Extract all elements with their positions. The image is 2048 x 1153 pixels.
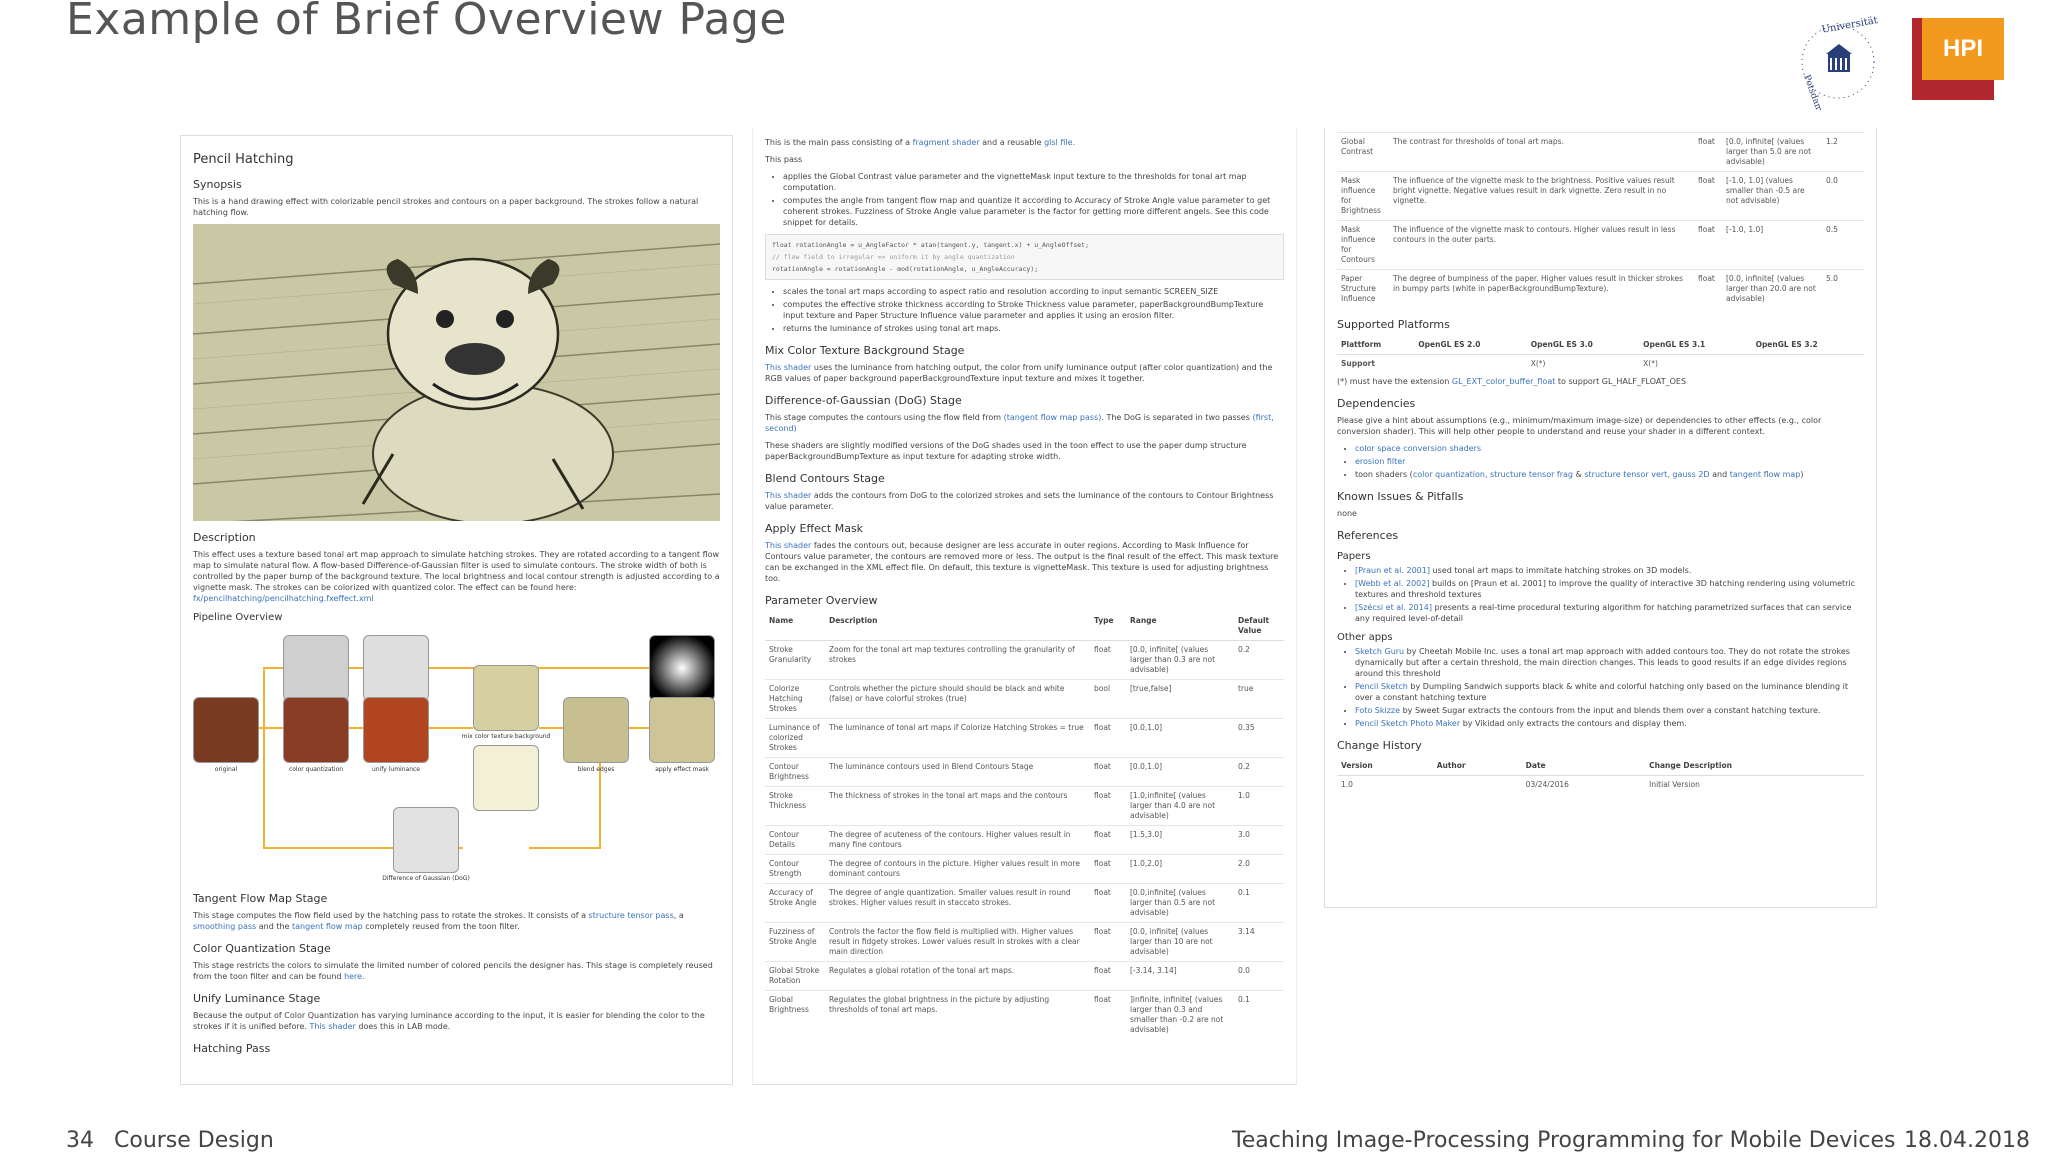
table-cell: float xyxy=(1090,641,1126,680)
list-item xyxy=(1355,443,1864,454)
table-cell: float xyxy=(1090,991,1126,1040)
papers-heading: Papers xyxy=(1337,551,1371,562)
table-cell: float xyxy=(1090,826,1126,855)
platform-note: (*) must have the extension GL_EXT_color_buffer_float to support GL_HALF_FLOAT_OES xyxy=(1337,377,1687,386)
list-item: • computes the angle from tangent flow map and quantize it according to Accuracy of Stroke Angle value parameter to get coherent strokes. Fuzziness of Stroke Angle value parameter is the factor for getting more different angels. See this code snippet for details. xyxy=(783,195,1284,228)
table-cell: X(*) xyxy=(1639,355,1751,374)
pipeline-diagram xyxy=(193,627,720,882)
table-row xyxy=(1337,221,1864,270)
table-cell xyxy=(1752,355,1864,374)
pipeline-label-dog: Difference of Gaussian (DoG) xyxy=(382,875,470,882)
pipeline-connector xyxy=(263,727,283,729)
code-line: // flow field to irregular => uniform it by angle quantization xyxy=(772,253,1015,261)
column-header: OpenGL ES 3.1 xyxy=(1639,336,1751,355)
table-cell: Controls the factor the flow field is multiplied with. Higher values result in fidgety strokes. Lower values result in strokes with a clear main direction xyxy=(825,923,1090,962)
table-row xyxy=(765,787,1284,826)
table-cell: The contrast for thresholds of tonal art maps. xyxy=(1389,133,1694,172)
pipeline-node-flow-map xyxy=(283,635,349,701)
pipeline-label-color-quantization: color quantization xyxy=(288,766,344,773)
pipeline-node-blend-edges xyxy=(563,697,629,763)
structure-tensor-link[interactable]: structure tensor pass xyxy=(588,911,674,920)
gl-extension-link[interactable]: GL_EXT_color_buffer_float xyxy=(1451,377,1556,386)
pipeline-connector xyxy=(263,667,265,847)
dog-flow-link[interactable]: (tangent flow map pass) xyxy=(1003,413,1102,422)
table-cell: Luminance of colorized Strokes xyxy=(765,719,825,758)
table-cell: Stroke Thickness xyxy=(765,787,825,826)
table-cell: Zoom for the tonal art map textures controlling the granularity of strokes xyxy=(825,641,1090,680)
table-cell: 0.0 xyxy=(1234,962,1284,991)
table-cell: 0.1 xyxy=(1234,991,1284,1040)
table-cell: [0.0, infinite[ (values larger than 20.0 are not advisable) xyxy=(1722,270,1822,309)
parameter-overview-heading: Parameter Overview xyxy=(765,594,878,607)
table-cell: float xyxy=(1090,962,1126,991)
table-cell: The thickness of strokes in the tonal art maps and the contours xyxy=(825,787,1090,826)
code-snippet xyxy=(765,234,1284,280)
pipeline-node-color-quantization xyxy=(283,697,349,763)
table-row xyxy=(1337,172,1864,221)
apply-mask-text: This shader fades the contours out, because designer are less accurate in outer regions. According to Mask Influence for Contours value parameter, the contours are removed more or less. The output is the final result of the effect. This mask texture can be exchanged in the XML effect file. On default, this texture is vignetteMask. This texture is used for adjusting brightness too. xyxy=(765,541,1279,583)
table-header-row xyxy=(1337,757,1864,776)
table-cell: float xyxy=(1090,855,1126,884)
table-row xyxy=(765,855,1284,884)
hatching-bullets xyxy=(765,171,1284,228)
table-cell: The influence of the vignette mask to contours. Higher values result in less contours in the outer parts. xyxy=(1389,221,1694,270)
table-cell: 0.1 xyxy=(1234,884,1284,923)
table-cell: Controls whether the picture should should be black and white (false) or have colorful strokes (true) xyxy=(825,680,1090,719)
table-cell: 1.0 xyxy=(1234,787,1284,826)
hpi-logo-text: HPI xyxy=(1922,18,2004,80)
mix-color-heading: Mix Color Texture Background Stage xyxy=(765,344,965,357)
table-header-row xyxy=(1337,336,1864,355)
list-item: • Pencil Sketch by Dumpling Sandwich supports black & white and colorful hatching only based on the luminance blending it over a constant hatching texture xyxy=(1355,681,1864,703)
app-link[interactable]: Pencil Sketch xyxy=(1355,682,1408,691)
list-item: • toon shaders (color quantization, structure tensor frag & structure tensor vert, gauss 2D and tangent flow map) xyxy=(1355,469,1864,480)
table-cell: The degree of angle quantization. Smaller values result in round strokes. Higher values result in staccato strokes. xyxy=(825,884,1090,923)
footer-date: 18.04.2018 xyxy=(1904,1128,2030,1153)
table-cell: Accuracy of Stroke Angle xyxy=(765,884,825,923)
pipeline-connector xyxy=(529,847,599,849)
table-cell: Global Stroke Rotation xyxy=(765,962,825,991)
pipeline-label-apply-effect-mask: apply effect mask xyxy=(655,766,709,773)
other-apps-list xyxy=(1337,646,1864,729)
list-item: • Foto Skizze by Sweet Sugar extracts the contours from the input and blends them over a constant hatching texture. xyxy=(1355,705,1864,716)
column-header: Description xyxy=(825,612,1090,641)
table-cell: Mask influence for Brightness xyxy=(1337,172,1389,221)
table-cell: [1.0,infinite[ (values larger than 4.0 are not advisable) xyxy=(1126,787,1234,826)
pipeline-node-vignette-mask xyxy=(649,635,715,701)
papers-list xyxy=(1337,565,1864,624)
svg-text:Universität: Universität xyxy=(1820,15,1879,36)
mix-shader-link[interactable]: This shader xyxy=(765,363,812,372)
table-cell: X(*) xyxy=(1527,355,1639,374)
pipeline-node-paper-texture xyxy=(473,745,539,811)
unify-luminance-shader-link[interactable]: This shader xyxy=(309,1022,356,1031)
column-header: Date xyxy=(1522,757,1645,776)
dog-text-2: These shaders are slightly modified versions of the DoG shades used in the toon effect to use the paper dump structure paperBackgroundBumpTexture as input texture for adapting stroke width. xyxy=(765,441,1247,461)
footer-course-title: Teaching Image-Processing Programming for Mobile Devices xyxy=(1232,1128,1896,1153)
pipeline-node-mix-color-texture xyxy=(473,665,539,731)
table-cell: Initial Version xyxy=(1645,776,1864,795)
table-cell: 3.0 xyxy=(1234,826,1284,855)
table-row xyxy=(1337,776,1864,795)
parameter-table-continued xyxy=(1337,132,1864,308)
table-cell: float xyxy=(1090,923,1126,962)
dependencies-heading: Dependencies xyxy=(1337,397,1416,410)
table-row xyxy=(765,991,1284,1040)
list-item: • computes the effective stroke thickness according to Stroke Thickness value parameter, paperBackgroundBumpTexture input texture and Paper Structure Influence value parameter and applies it using an erosion filter. xyxy=(783,299,1284,321)
pipeline-connector xyxy=(429,667,659,669)
known-issues-heading: Known Issues & Pitfalls xyxy=(1337,490,1464,503)
table-cell: Colorize Hatching Strokes xyxy=(765,680,825,719)
pipeline-label-blend-edges: blend edges xyxy=(577,766,615,773)
table-cell: ]infinite, infinite[ (values larger than 0.3 and smaller than -0.2 are not advisable) xyxy=(1126,991,1234,1040)
table-cell: 03/24/2016 xyxy=(1522,776,1645,795)
table-cell: [1.0,2.0] xyxy=(1126,855,1234,884)
dog-passes-link[interactable]: (first, second) xyxy=(765,413,1274,433)
list-item: • Sketch Guru by Cheetah Mobile Inc. uses a tonal art map approach with added contours too. They do not rotate the strokes dynamically but after a certain threshold, the main direction changes. This leads to good results if an edge divides regions around this threshold xyxy=(1355,646,1864,679)
table-row xyxy=(765,923,1284,962)
paper-link[interactable]: [Webb et al. 2002] xyxy=(1355,579,1430,588)
pipeline-connector xyxy=(349,727,363,729)
column-header: OpenGL ES 2.0 xyxy=(1414,336,1526,355)
panel-hatching-pass-details xyxy=(752,128,1297,1085)
table-cell: [0.0, infinite[ (values larger than 5.0 are not advisable) xyxy=(1722,133,1822,172)
table-cell: float xyxy=(1694,133,1722,172)
paper-link[interactable]: [Praun et al. 2001] xyxy=(1355,566,1430,575)
list-item xyxy=(1355,456,1864,467)
dependencies-text: Please give a hint about assumptions (e.g., minimum/maximum image-size) or dependencies to other effects (e.g., color conversion shader). This will help other people to understand and reuse your shader in a different context. xyxy=(1337,416,1822,436)
table-cell: Regulates the global brightness in the picture by adjusting thresholds of tonal art maps. xyxy=(825,991,1090,1040)
svg-text:Potsdam: Potsdam xyxy=(1801,73,1824,110)
pipeline-node-unify-luminance xyxy=(363,697,429,763)
table-row xyxy=(765,826,1284,855)
column-header: Author xyxy=(1433,757,1522,776)
column-header: OpenGL ES 3.0 xyxy=(1527,336,1639,355)
synopsis-heading: Synopsis xyxy=(193,178,242,191)
table-cell: 3.14 xyxy=(1234,923,1284,962)
pipeline-node-dog xyxy=(393,807,459,873)
dog-heading: Difference-of-Gaussian (DoG) Stage xyxy=(765,394,962,407)
column-header: OpenGL ES 3.2 xyxy=(1752,336,1864,355)
known-issues-text: none xyxy=(1337,509,1357,518)
code-line: rotationAngle = rotationAngle - mod(rotationAngle, u_AngleAccuracy); xyxy=(772,265,1039,273)
hatching-pass-heading: Hatching Pass xyxy=(193,1042,271,1055)
list-item: • scales the tonal art maps according to aspect ratio and resolution according to input semantic SCREEN_SIZE xyxy=(783,286,1284,297)
pipeline-label-original: original xyxy=(214,766,238,773)
table-cell: 0.35 xyxy=(1234,719,1284,758)
column-header: Version xyxy=(1337,757,1433,776)
effect-title: Pencil Hatching xyxy=(193,152,294,167)
pipeline-node-original xyxy=(193,697,259,763)
table-cell: 0.2 xyxy=(1234,758,1284,787)
change-history-table xyxy=(1337,757,1864,794)
panel-pencil-hatching-overview xyxy=(180,135,733,1085)
table-cell: Regulates a global rotation of the tonal art maps. xyxy=(825,962,1090,991)
table-row xyxy=(1337,355,1864,374)
column-header: Default Value xyxy=(1234,612,1284,641)
mask-shader-link[interactable]: This shader xyxy=(765,541,812,550)
table-row xyxy=(765,719,1284,758)
table-cell: Support xyxy=(1337,355,1414,374)
table-row xyxy=(765,962,1284,991)
table-cell: [-3.14, 3.14] xyxy=(1126,962,1234,991)
table-cell xyxy=(1433,776,1522,795)
other-apps-heading: Other apps xyxy=(1337,632,1393,643)
erosion-filter-link[interactable]: erosion filter xyxy=(1355,457,1406,466)
table-cell: 0.0 xyxy=(1822,172,1864,221)
platforms-table xyxy=(1337,336,1864,373)
slide-title: Example of Brief Overview Page xyxy=(66,0,787,45)
pipeline-connector xyxy=(263,667,283,669)
code-line: float rotationAngle = u_AngleFactor * atan(tangent.y, tangent.x) + u_AngleOffset; xyxy=(772,241,1089,249)
table-cell: float xyxy=(1090,787,1126,826)
description-heading: Description xyxy=(193,531,256,544)
table-cell: The degree of bumpiness of the paper. Higher values result in thicker strokes in bumpy parts (white in paperBackgroundBumpTexture). xyxy=(1389,270,1694,309)
pipeline-label-unify-luminance: unify luminance xyxy=(372,766,420,773)
blend-contours-text: This shader adds the contours from DoG to the colorized strokes and sets the luminance of the contours to Contour Brightness value parameter. xyxy=(765,491,1274,511)
table-cell: float xyxy=(1090,884,1126,923)
paper-link[interactable]: [Szécsi et al. 2014] xyxy=(1355,603,1432,612)
pipeline-node-apply-effect-mask xyxy=(649,697,715,763)
mix-color-text: This shader uses the luminance from hatching output, the color from unify luminance output (after color quantization) and the RGB values of paper background paperBackgroundTexture input texture and mixes it together. xyxy=(765,363,1273,383)
this-pass-label: This pass xyxy=(765,155,803,164)
tangent-flow-map-link[interactable]: tangent flow map xyxy=(1729,470,1801,479)
table-cell: Contour Brightness xyxy=(765,758,825,787)
table-cell: 0.2 xyxy=(1234,641,1284,680)
table-cell: The degree of acuteness of the contours. Higher values result in many fine contours xyxy=(825,826,1090,855)
app-link[interactable]: Sketch Guru xyxy=(1355,647,1405,656)
list-item: • applies the Global Contrast value parameter and the vignetteMask input texture to the thresholds for tonal art map computation. xyxy=(783,171,1284,193)
pipeline-heading: Pipeline Overview xyxy=(193,612,283,623)
parameter-table xyxy=(765,612,1284,1039)
table-row xyxy=(1337,270,1864,309)
table-cell: Stroke Granularity xyxy=(765,641,825,680)
color-quantization-link[interactable]: here. xyxy=(344,972,365,981)
table-cell: The luminance contours used in Blend Contours Stage xyxy=(825,758,1090,787)
list-item: • [Webb et al. 2002] builds on [Praun et al. 2001] to improve the quality of interactive 3D hatching rendering using volumetric textures and threshold textures xyxy=(1355,578,1864,600)
pipeline-connector xyxy=(539,727,563,729)
panel-platforms-references xyxy=(1324,128,1877,908)
table-header-row xyxy=(765,612,1284,641)
table-cell: 0.5 xyxy=(1822,221,1864,270)
column-header: Range xyxy=(1126,612,1234,641)
table-cell: Mask influence for Contours xyxy=(1337,221,1389,270)
table-cell: bool xyxy=(1090,680,1126,719)
table-cell: [0.0,1.0] xyxy=(1126,758,1234,787)
table-cell: [0.0,1.0] xyxy=(1126,719,1234,758)
table-row xyxy=(765,884,1284,923)
hatching-bullets-2 xyxy=(765,286,1284,334)
fragment-shader-link[interactable]: fragment shader xyxy=(912,138,980,147)
blend-shader-link[interactable]: This shader xyxy=(765,491,812,500)
table-cell: [1.5,3.0] xyxy=(1126,826,1234,855)
table-cell: Paper Structure Influence xyxy=(1337,270,1389,309)
list-item: • [Szécsi et al. 2014] presents a real-time procedural texturing algorithm for hatching parametrized surfaces that can service any required level-of-detail xyxy=(1355,602,1864,624)
footer-page-number: 34 xyxy=(66,1128,94,1153)
pipeline-connector xyxy=(349,667,363,669)
table-cell: The degree of contours in the picture. Higher values result in more dominant contours xyxy=(825,855,1090,884)
smoothing-pass-link[interactable]: smoothing pass xyxy=(193,922,257,931)
unify-luminance-heading: Unify Luminance Stage xyxy=(193,992,321,1005)
column-header: Name xyxy=(765,612,825,641)
table-cell: float xyxy=(1694,270,1722,309)
color-quantization-text: This stage restricts the colors to simulate the limited number of colored pencils the designer has. This stage is completely reused from the toon filter and can be found here. xyxy=(193,961,713,981)
table-row xyxy=(1337,133,1864,172)
table-cell: [0.0,infinite[ (values larger than 0.5 are not advisable) xyxy=(1126,884,1234,923)
column-header: Plattform xyxy=(1337,336,1414,355)
table-cell: Global Contrast xyxy=(1337,133,1389,172)
table-cell: [-1.0, 1.0] xyxy=(1722,221,1822,270)
unify-luminance-text: Because the output of Color Quantization has varying luminance according to the input, it is easier for blending the color to the strokes if it is unified before. This shader does this in LAB mode. xyxy=(193,1011,705,1031)
footer-section: Course Design xyxy=(114,1128,274,1153)
table-cell: Global Brightness xyxy=(765,991,825,1040)
glsl-file-link[interactable]: glsl file. xyxy=(1044,138,1076,147)
table-cell: 1.0 xyxy=(1337,776,1433,795)
effect-file-link[interactable]: fx/pencilhatching/pencilhatching.fxeffect.xml xyxy=(193,594,374,603)
tangent-flow-map-text: This stage computes the flow field used by the hatching pass to rotate the strokes. It consists of a structure tensor pass, a smoothing pass and the tangent flow map completely reused from the toon filter. xyxy=(193,911,684,931)
toon-shader-link[interactable]: color quantization, structure tensor frag xyxy=(1412,470,1574,479)
tangent-flow-map-link[interactable]: tangent flow map xyxy=(292,922,363,931)
table-cell: [0.0, infinite[ (values larger than 10 are not advisable) xyxy=(1126,923,1234,962)
table-cell: float xyxy=(1090,758,1126,787)
synopsis-text: This is a hand drawing effect with colorizable pencil strokes and contours on a paper background. The strokes follow a natural hatching flow. xyxy=(193,197,699,217)
references-heading: References xyxy=(1337,529,1399,542)
table-cell: [true,false] xyxy=(1126,680,1234,719)
list-item: • [Praun et al. 2001] used tonal art maps to immitate hatching strokes on 3D models. xyxy=(1355,565,1864,576)
apply-mask-heading: Apply Effect Mask xyxy=(765,522,864,535)
table-cell: Contour Details xyxy=(765,826,825,855)
column-header: Change Description xyxy=(1645,757,1864,776)
table-cell: [-1.0, 1.0] (values smaller than -0.5 are not advisable) xyxy=(1722,172,1822,221)
table-cell: 2.0 xyxy=(1234,855,1284,884)
table-row xyxy=(765,680,1284,719)
app-link[interactable]: Foto Skizze xyxy=(1355,706,1401,715)
color-conversion-link[interactable]: color space conversion shaders xyxy=(1355,444,1482,453)
hero-image-bulldog-hatching xyxy=(193,224,720,521)
pipeline-label-mix-color-texture: mix color texture background xyxy=(461,733,551,740)
table-cell: 1.2 xyxy=(1822,133,1864,172)
table-row xyxy=(765,758,1284,787)
list-item: • returns the luminance of strokes using tonal art maps. xyxy=(783,323,1284,334)
blend-contours-heading: Blend Contours Stage xyxy=(765,472,885,485)
table-cell: The influence of the vignette mask to the brightness. Positive values result bright vignette. Negative values result in dark vignette. Zero result in no vignette. xyxy=(1389,172,1694,221)
table-row xyxy=(765,641,1284,680)
list-item: • Pencil Sketch Photo Maker by Vikidad only extracts the contours and display them. xyxy=(1355,718,1864,729)
hpi-logo xyxy=(1912,18,1994,100)
platforms-heading: Supported Platforms xyxy=(1337,318,1450,331)
app-link[interactable]: Pencil Sketch Photo Maker xyxy=(1355,719,1461,728)
table-cell: Fuzziness of Stroke Angle xyxy=(765,923,825,962)
table-cell xyxy=(1414,355,1526,374)
university-potsdam-logo xyxy=(1790,14,1886,110)
dog-text: This stage computes the contours using the flow field from (tangent flow map pass). The DoG is separated in two passes (first, second) xyxy=(765,413,1274,433)
color-quantization-heading: Color Quantization Stage xyxy=(193,942,331,955)
table-cell: float xyxy=(1694,221,1722,270)
pipeline-node-hatching-pass xyxy=(363,635,429,701)
table-cell: float xyxy=(1090,719,1126,758)
table-cell: [0.0, infinite[ (values larger than 0.3 are not advisable) xyxy=(1126,641,1234,680)
pipeline-connector xyxy=(429,727,473,729)
table-cell: Contour Strength xyxy=(765,855,825,884)
column-header: Type xyxy=(1090,612,1126,641)
table-cell: 5.0 xyxy=(1822,270,1864,309)
dependencies-list xyxy=(1337,443,1864,480)
toon-shader-link[interactable]: structure tensor vert, gauss 2D xyxy=(1584,470,1710,479)
hatching-intro: This is the main pass consisting of a fragment shader and a reusable glsl file. xyxy=(765,138,1076,147)
table-cell: The luminance of tonal art maps if Colorize Hatching Strokes = true xyxy=(825,719,1090,758)
table-cell: float xyxy=(1694,172,1722,221)
description-text: This effect uses a texture based tonal art map approach to simulate hatching strokes. They are rotated according to a tangent flow map to simulate natural flow. A flow-based Difference-of-Gaussian filter is used to simulate contours. The stroke width of both is controlled by the paper bump of the background texture. The local brightness and local contour strength is adjusted according to a vignette mask. The strokes can be colorized with quantized color. The effect can be found here: fx/pencilhatching/pencilhatching.fxeffect.xml xyxy=(193,550,720,603)
table-cell: true xyxy=(1234,680,1284,719)
tangent-flow-map-heading: Tangent Flow Map Stage xyxy=(193,892,328,905)
change-history-heading: Change History xyxy=(1337,739,1422,752)
